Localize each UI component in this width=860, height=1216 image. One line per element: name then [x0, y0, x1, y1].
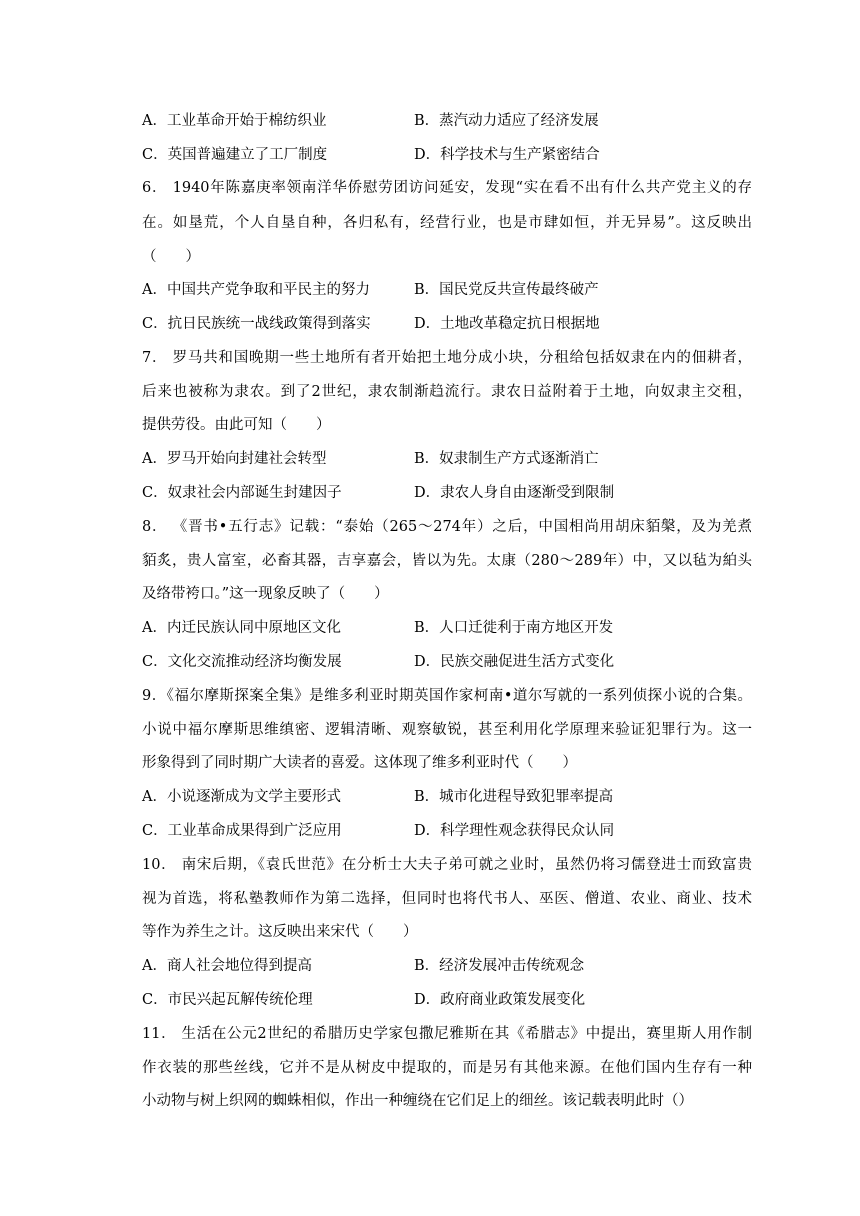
q5-option-c[interactable]: C．英国普遍建立了工厂制度: [142, 147, 328, 163]
q10-option-d[interactable]: D．政府商业政策发展变化: [414, 992, 586, 1008]
q7-option-b[interactable]: B．奴隶制生产方式逐渐消亡: [414, 451, 599, 467]
q6-stem-line-2: 在。如垦荒，个人自垦自种，各归私有，经营行业，也是市肆如恒，并无异易”。这反映出: [142, 215, 752, 231]
q7-stem-line-1: 7． 罗马共和国晚期一些土地所有者开始把土地分成小块，分租给包括奴隶在内的佃耕者，: [142, 350, 752, 366]
q11-stem-line-1: 11． 生活在公元2世纪的希腊历史学家包撒尼雅斯在其《希腊志》中提出，赛里斯人用作制: [142, 1026, 752, 1042]
q9-option-b[interactable]: B．城市化进程导致犯罪率提高: [414, 789, 614, 805]
q9-stem-line-1: 9．《福尔摩斯探案全集》是维多利亚时期英国作家柯南•道尔写就的一系列侦探小说的合集。: [142, 688, 752, 704]
q10-option-a[interactable]: A．商人社会地位得到提高: [142, 958, 312, 974]
q8-option-d[interactable]: D．民族交融促进生活方式变化: [414, 654, 615, 670]
q6-option-b[interactable]: B．国民党反共宣传最终破产: [414, 282, 599, 298]
q8-stem-line-3: 及络带袴口。”这一现象反映了（ ）: [142, 586, 389, 602]
q5-option-d[interactable]: D．科学技术与生产紧密结合: [414, 147, 600, 163]
q6-stem-line-3: （ ）: [142, 249, 200, 265]
q8-option-a[interactable]: A．内迁民族认同中原地区文化: [142, 620, 341, 636]
q10-option-c[interactable]: C．市民兴起瓦解传统伦理: [142, 992, 313, 1008]
q7-option-a[interactable]: A．罗马开始向封建社会转型: [142, 451, 327, 467]
q6-option-c[interactable]: C．抗日民族统一战线政策得到落实: [142, 316, 371, 332]
q8-option-c[interactable]: C．文化交流推动经济均衡发展: [142, 654, 342, 670]
q8-stem-line-1: 8． 《晋书•五行志》记载：“泰始（265～274年）之后，中国相尚用胡床貊槃，及为羌煮: [142, 519, 752, 535]
q10-stem-line-3: 等作为养生之计。这反映出来宋代（ ）: [142, 924, 418, 940]
q10-option-b[interactable]: B．经济发展冲击传统观念: [414, 958, 585, 974]
q6-option-d[interactable]: D．土地改革稳定抗日根据地: [414, 316, 600, 332]
q10-stem-line-2: 视为首选，将私塾教师作为第二选择，但同时也将代书人、巫医、僧道、农业、商业、技术: [142, 891, 752, 907]
q9-option-a[interactable]: A．小说逐渐成为文学主要形式: [142, 789, 341, 805]
q5-option-a[interactable]: A．工业革命开始于棉纺织业: [142, 113, 327, 129]
q9-option-d[interactable]: D．科学理性观念获得民众认同: [414, 823, 615, 839]
q9-stem-line-2: 小说中福尔摩斯思维缜密、逻辑清晰、观察敏锐，甚至利用化学原理来验证犯罪行为。这一: [142, 722, 752, 738]
q7-stem-line-2: 后来也被称为隶农。到了2世纪，隶农制渐趋流行。隶农日益附着于土地，向奴隶主交租，: [142, 384, 752, 400]
q9-option-c[interactable]: C．工业革命成果得到广泛应用: [142, 823, 342, 839]
q7-stem-line-3: 提供劳役。由此可知（ ）: [142, 417, 331, 433]
q8-stem-line-2: 貊炙，贵人富室，必畜其器，吉享嘉会，皆以为先。太康（280～289年）中，又以毡为絈头: [142, 553, 752, 569]
q9-stem-line-3: 形象得到了同时期广大读者的喜爱。这体现了维多利亚时代（ ）: [142, 755, 577, 771]
q7-option-d[interactable]: D．隶农人身自由逐渐受到限制: [414, 485, 615, 501]
q6-stem-line-1: 6． 1940年陈嘉庚率领南洋华侨慰劳团访问延安，发现“实在看不出有什么共产党主义的存: [142, 180, 752, 196]
q10-stem-line-1: 10． 南宋后期，《袁氏世范》在分析士大夫子弟可就之业时，虽然仍将习儒登进士而致富贵: [142, 857, 752, 873]
q11-stem-line-2: 作衣装的那些丝线，它并不是从树皮中提取的，而是另有其他来源。在他们国内生存有一种: [142, 1060, 752, 1076]
q5-option-b[interactable]: B．蒸汽动力适应了经济发展: [414, 113, 599, 129]
q7-option-c[interactable]: C．奴隶社会内部诞生封建因子: [142, 485, 342, 501]
q11-stem-line-3: 小动物与树上织网的蜘蛛相似，作出一种缠绕在它们足上的细丝。该记载表明此时（）: [142, 1093, 693, 1109]
q8-option-b[interactable]: B．人口迁徙利于南方地区开发: [414, 620, 614, 636]
q6-option-a[interactable]: A．中国共产党争取和平民主的努力: [142, 282, 370, 298]
